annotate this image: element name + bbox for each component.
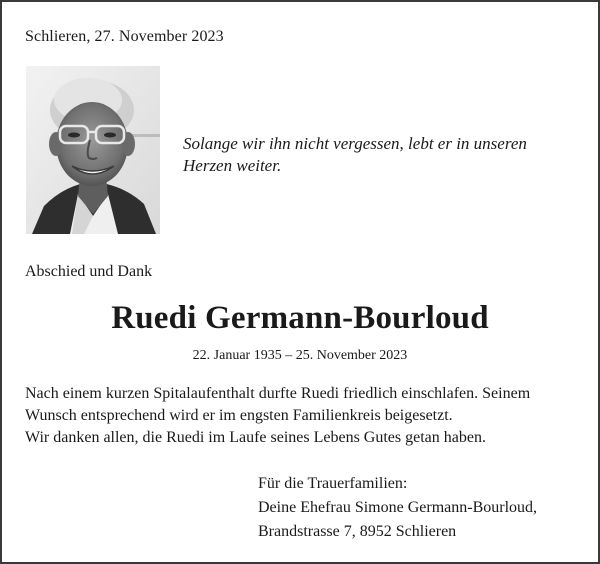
signature-block — [258, 472, 537, 544]
quote-line: Herzen weiter. — [183, 156, 282, 175]
signature-line: Deine Ehefrau Simone Germann-Bourloud, — [258, 499, 538, 516]
message-text — [25, 383, 585, 449]
life-dates: 22. Januar 1935 – 25. November 2023 — [192, 348, 408, 363]
message-line: Nach einem kurzen Spitalaufenthalt durfte Ruedi friedlich einschlafen. Seinem — [25, 385, 531, 402]
memorial-quote — [183, 133, 563, 177]
farewell-heading: Abschied und Dank — [25, 263, 153, 280]
place-date: Schlieren, 27. November 2023 — [25, 28, 224, 45]
message-line: Wunsch entsprechend wird er im engsten Familienkreis beigesetzt. — [25, 407, 453, 424]
signature-line: Brandstrasse 7, 8952 Schlieren — [258, 523, 457, 540]
quote-line: Solange wir ihn nicht vergessen, lebt er in unseren — [183, 134, 527, 153]
signature-line: Für die Trauerfamilien: — [258, 475, 408, 492]
deceased-name: Ruedi Germann-Bourloud — [111, 300, 489, 336]
message-line: Wir danken allen, die Ruedi im Laufe seines Lebens Gutes getan haben. — [25, 429, 486, 446]
portrait-photo-icon — [26, 66, 160, 234]
